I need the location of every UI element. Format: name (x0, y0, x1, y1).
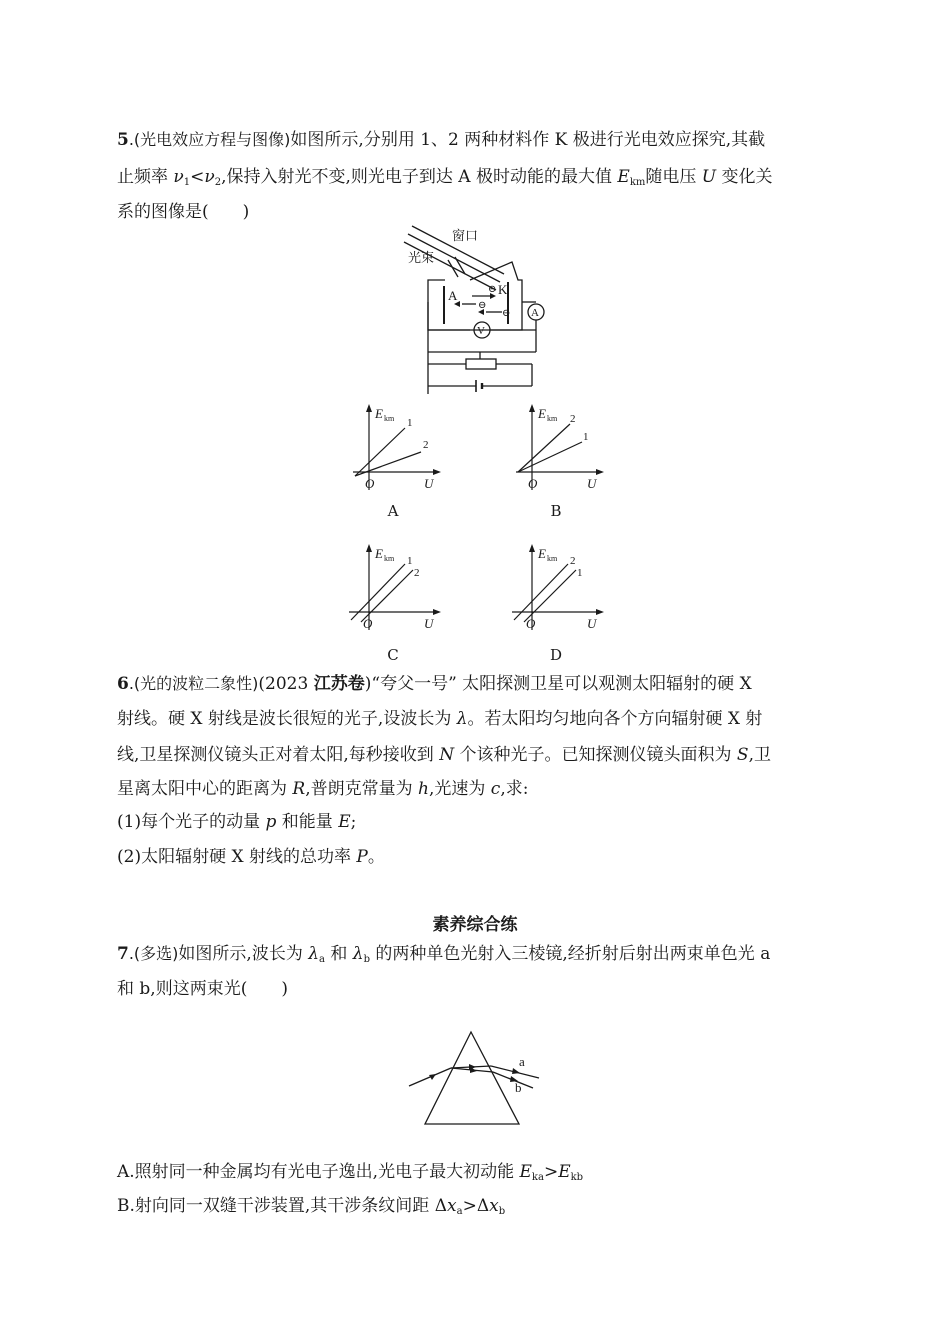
graph-d-label-2: 2 (570, 555, 576, 567)
q5-line-3 (117, 200, 249, 224)
q7-sub-a: a (319, 954, 325, 965)
q6-text-2b: 。若太阳均匀地向各个方向辐射硬 X 射 (467, 709, 763, 729)
q6-part-1b: 和能量 (276, 812, 339, 832)
q6-P: P (356, 847, 368, 867)
beam-label: 光束 (408, 250, 435, 265)
q7-topic-tag: .(多选) (128, 944, 179, 963)
graph-a-label-1: 1 (407, 417, 413, 429)
q7-sub-xa: a (456, 1206, 463, 1217)
voltmeter-label: V (477, 325, 485, 337)
q7-line-2 (117, 977, 288, 1001)
prism (425, 1032, 519, 1124)
graph-a-origin: O (365, 476, 375, 491)
q6-h: h (418, 779, 429, 799)
prism-label-b: b (515, 1080, 522, 1095)
q7-sub-kb: kb (570, 1172, 584, 1183)
plate-k-label: K (498, 282, 508, 297)
graph-a-label-2: 2 (423, 439, 429, 451)
graph-c-axis-u: U (424, 616, 434, 631)
q5-nu-1: ν (173, 167, 184, 187)
q7-text-1a: 如图所示,波长为 (178, 944, 309, 964)
q6-part-1a: (1)每个光子的动量 (117, 812, 266, 832)
q7-E-b: E (558, 1162, 571, 1182)
q6-part-2a: (2)太阳辐射硬 X 射线的总功率 (117, 847, 357, 867)
graph-a-axis-e: E (375, 406, 383, 421)
q5-text-3: 系的图像是( ) (117, 202, 250, 222)
q7-sub-b: b (363, 954, 370, 965)
graph-b-origin: O (528, 476, 538, 491)
graph-d-axis-u: U (587, 616, 597, 631)
q5-lt: < (190, 167, 205, 187)
q6-p: p (265, 812, 277, 832)
q7-delta-b: Δ (476, 1196, 490, 1216)
q6-line-2 (117, 707, 762, 731)
q7-option-a-text: A.照射同一种金属均有光电子逸出,光电子最大初动能 (117, 1162, 520, 1182)
q7-gt-a: > (543, 1162, 559, 1182)
q6-line-4 (117, 777, 528, 801)
q7-sub-xb: b (498, 1206, 506, 1217)
graph-c-origin: O (363, 616, 373, 631)
q7-text-2: 和 b,则这两束光( ) (117, 979, 288, 999)
graph-a-line-1 (355, 428, 405, 476)
q6-text-2a: 射线。硬 X 射线是波长很短的光子,设波长为 (117, 709, 457, 729)
electron-2: ⊖ (478, 300, 487, 311)
q5-line-1 (117, 128, 765, 152)
q5-text-2d: 变化关 (716, 167, 773, 187)
q5-sub-1: 1 (183, 177, 191, 188)
q5-text-1: 如图所示,分别用 1、2 两种材料作 K 极进行光电效应探究,其截 (290, 130, 766, 150)
graph-option-a (345, 400, 445, 495)
q6-year: (2023 (258, 674, 314, 694)
q5-line-2 (117, 165, 773, 189)
graph-d-axis-km: km (547, 554, 558, 563)
q7-gt-b: > (462, 1196, 477, 1216)
graph-d-origin: O (526, 616, 536, 631)
graph-d-label-1: 1 (577, 567, 583, 579)
q6-part-1c: ; (350, 812, 357, 832)
q5-E: E (617, 167, 630, 187)
graph-c-axis-e: E (375, 546, 383, 561)
q5-nu-2: ν (204, 167, 215, 187)
q5-topic-tag: .(光电效应方程与图像) (128, 130, 291, 149)
q7-option-a (117, 1160, 583, 1184)
graph-b-axis-km: km (547, 414, 558, 423)
q6-text-4b: ,普朗克常量为 (305, 779, 419, 799)
graph-d-axis-e: E (538, 546, 546, 561)
graph-b-axis-u: U (587, 476, 597, 491)
graph-b-axis-e: E (538, 406, 546, 421)
graph-option-b (508, 400, 608, 495)
q5-text-2a: 止频率 (117, 167, 174, 187)
q6-lambda: λ (456, 709, 468, 729)
q6-R: R (292, 779, 306, 799)
q5-km: km (629, 177, 646, 188)
graph-b-line-1 (518, 442, 582, 472)
q7-option-b-text: B.射向同一双缝干涉装置,其干涉条纹间距 (117, 1196, 435, 1216)
q6-topic-tag: .(光的波粒二象性) (128, 674, 259, 693)
q7-sub-ka: ka (531, 1172, 544, 1183)
q5-U: U (701, 167, 717, 187)
q6-number: 6 (117, 674, 129, 694)
q7-line-1 (117, 942, 770, 966)
q7-x-b: x (489, 1196, 499, 1216)
q6-S: S (736, 745, 749, 765)
q6-part-2b: 。 (367, 847, 385, 867)
prism-diagram (405, 1028, 555, 1128)
q7-x-a: x (447, 1196, 457, 1216)
graph-b-label-1: 1 (583, 431, 589, 443)
q7-option-b (117, 1194, 505, 1218)
q6-N: N (439, 745, 455, 765)
graph-option-c (345, 540, 445, 635)
q6-close: ) (364, 674, 372, 694)
q6-source: 江苏卷 (313, 674, 365, 694)
q6-part-1 (117, 810, 356, 834)
q6-text-3c: ,卫 (748, 745, 771, 765)
graph-option-c-label: C (387, 646, 399, 664)
q6-part-2 (117, 845, 385, 869)
window-label: 窗口 (452, 228, 479, 243)
graph-option-a-label: A (387, 502, 399, 520)
graph-a-axis-u: U (424, 476, 434, 491)
plate-a-label: A (448, 288, 458, 303)
graph-option-d-label: D (549, 646, 563, 664)
q6-text-3a: 线,卫星探测仪镜头正对着太阳,每秒接收到 (117, 745, 440, 765)
graph-b-line-2 (518, 424, 570, 472)
q7-and: 和 (324, 944, 353, 964)
graph-c-label-1: 1 (407, 555, 413, 567)
graph-option-d (508, 540, 608, 635)
q6-c: c (490, 779, 501, 799)
prism-label-a: a (519, 1054, 525, 1069)
q7-lambda-b: λ (352, 944, 364, 964)
graph-c-label-2: 2 (414, 567, 420, 579)
q7-lambda-a: λ (308, 944, 320, 964)
section-title: 素养综合练 (432, 915, 518, 935)
q6-E: E (338, 812, 351, 832)
q6-text-3b: 个该种光子。已知探测仪镜头面积为 (454, 745, 737, 765)
q7-text-1b: 的两种单色光射入三棱镜,经折射后射出两束单色光 a (369, 944, 771, 964)
electron-3: ⊖ (502, 308, 511, 319)
q5-text-2b: ,保持入射光不变,则光电子到达 A 极时动能的最大值 (221, 167, 618, 187)
q6-text-4a: 星离太阳中心的距离为 (117, 779, 293, 799)
graph-b-label-2: 2 (570, 413, 576, 425)
q6-line-3 (117, 743, 771, 767)
q5-sub-2: 2 (214, 177, 222, 188)
q6-text-1: “夸父一号” 太阳探测卫星可以观测太阳辐射的硬 X (371, 674, 752, 694)
q5-text-2c: 随电压 (645, 167, 702, 187)
graph-a-axis-km: km (384, 414, 395, 423)
electron-1: ⊖ (488, 284, 497, 295)
q7-number: 7 (117, 944, 129, 964)
ammeter-label: A (531, 307, 539, 319)
q6-line-1 (117, 672, 752, 696)
q6-text-4c: ,光速为 (428, 779, 491, 799)
q5-number: 5 (117, 130, 129, 150)
q7-delta-a: Δ (434, 1196, 447, 1216)
q7-E-a: E (519, 1162, 532, 1182)
q6-text-4d: ,求: (500, 779, 529, 799)
photoelectric-circuit-diagram (400, 222, 550, 392)
graph-option-b-label: B (550, 502, 562, 520)
graph-c-axis-km: km (384, 554, 395, 563)
